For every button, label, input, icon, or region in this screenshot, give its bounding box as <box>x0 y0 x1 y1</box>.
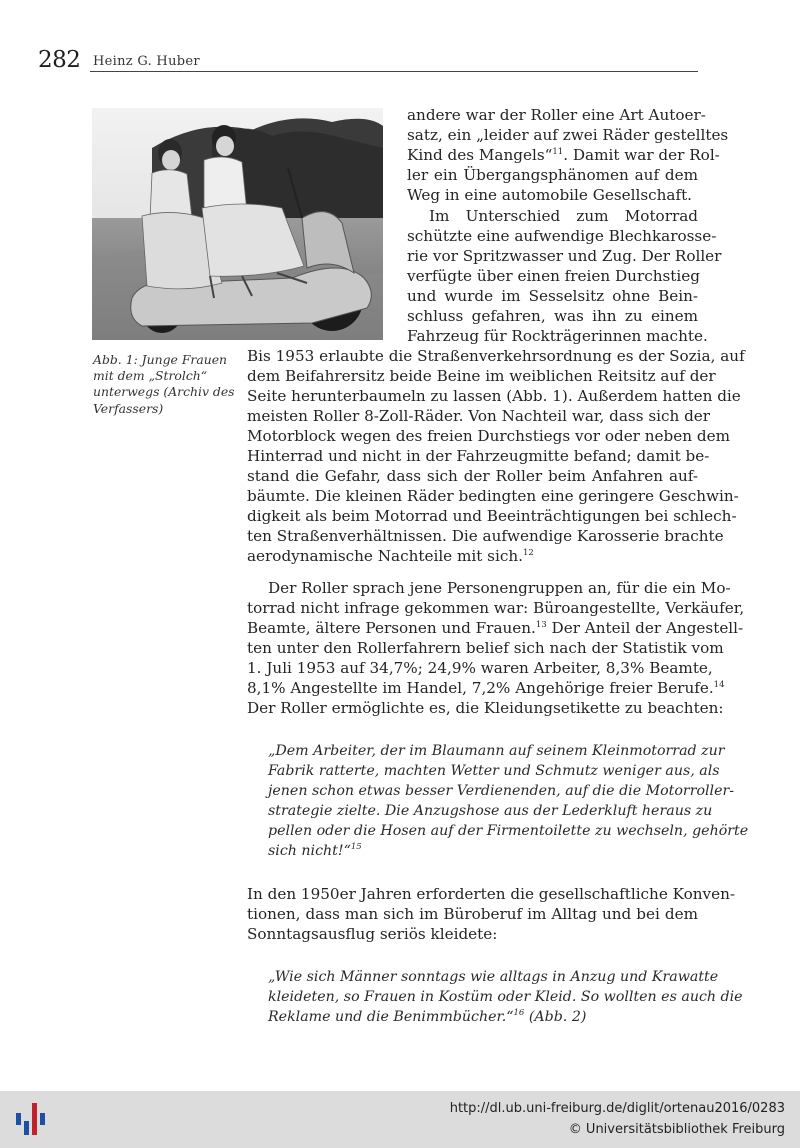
footnote-ref: 16 <box>513 1008 525 1018</box>
line-text: aerodynamische Nachteile mit sich. <box>247 547 523 565</box>
line-text: „Dem Arbeiter, der im Blaumann auf seinem Kleinmotorrad zur <box>268 743 725 759</box>
body-line <box>247 406 711 426</box>
body-line <box>247 598 745 618</box>
body-line <box>407 306 698 326</box>
line-text: dem Beifahrersitz beide Beine im weiblichen Reitsitz auf der <box>247 367 716 385</box>
line-text: Seite herunterbaumeln zu lassen (Abb. 1). Außerdem hatten die <box>247 387 741 405</box>
line-text: kleideten, so Frauen in Kostüm oder Kleid. So wollten es auch die <box>268 989 743 1005</box>
quote-line <box>268 841 698 861</box>
body-line <box>407 185 698 205</box>
footnote-ref: 11 <box>552 147 564 157</box>
body-line <box>247 346 745 366</box>
line-text: Der Roller ermöglichte es, die Kleidungsetikette zu beachten: <box>247 699 724 717</box>
body-line <box>247 924 698 944</box>
line-text: Reklame und die Benimmbücher.“ <box>268 1009 514 1025</box>
line-text: ten unter den Rollerfahrern belief sich nach der Statistik vom <box>247 639 724 657</box>
line-text-after: Der Anteil der Angestell- <box>546 619 744 637</box>
body-line <box>247 426 730 446</box>
figure-caption <box>93 352 243 417</box>
caption-line: Verfassers) <box>93 400 164 416</box>
line-text: Fabrik ratterte, machten Wetter und Schmutz weniger aus, als <box>268 763 720 779</box>
body-line <box>247 466 698 486</box>
line-text: ler ein Übergangsphänomen auf dem <box>407 166 698 184</box>
line-text: jenen schon etwas besser Verdienenden, auf die die Motorroller- <box>268 783 735 799</box>
line-text: meisten Roller 8-Zoll-Räder. Von Nachteil war, dass sich der <box>247 407 711 425</box>
footnote-ref: 14 <box>713 680 725 690</box>
body-line <box>407 286 698 306</box>
body-line <box>247 506 737 526</box>
line-text: Der Roller sprach jene Personengruppen an, für die ein Mo- <box>268 579 731 597</box>
footer-bar <box>0 1091 800 1148</box>
body-line <box>247 658 713 678</box>
line-text: rie vor Spritzwasser und Zug. Der Roller <box>407 247 722 265</box>
body-line <box>247 486 739 506</box>
quote-line <box>268 801 713 821</box>
quote-line <box>268 967 719 987</box>
caption-line: mit dem „Strolch“ <box>93 368 208 384</box>
line-text: verfügte über einen freien Durchstieg <box>407 267 700 285</box>
line-text: strategie zielte. Die Anzugshose aus der Lederkluft heraus zu <box>268 803 713 819</box>
line-text: Fahrzeug für Rockträgerinnen machte. <box>407 327 708 345</box>
line-text: „Wie sich Männer sonntags wie alltags in Anzug und Krawatte <box>268 969 719 985</box>
quote-line <box>268 761 720 781</box>
line-text: In den 1950er Jahren erforderten die gesellschaftliche Konven- <box>247 885 736 903</box>
body-line <box>247 526 724 546</box>
body-line <box>247 366 716 386</box>
body-line <box>407 246 722 266</box>
line-text-after: . Damit war der Rol- <box>563 146 720 164</box>
quote-line <box>268 1007 698 1027</box>
line-text: sich nicht!“ <box>268 843 351 859</box>
line-text: Sonntagsausflug seriös kleidete: <box>247 925 498 943</box>
body-line <box>247 386 741 406</box>
body-line <box>407 165 698 185</box>
body-line <box>247 904 698 924</box>
line-text: Im Unterschied zum Motorrad <box>429 207 698 225</box>
quote-line <box>268 987 743 1007</box>
footnote-ref: 12 <box>522 548 534 558</box>
line-text: digkeit als beim Motorrad und Beeinträchtigungen bei schlech- <box>247 507 737 525</box>
body-line <box>407 266 698 286</box>
body-line <box>247 698 724 718</box>
line-text: Hinterrad und nicht in der Fahrzeugmitte befand; damit be- <box>247 447 710 465</box>
line-text: 8,1% Angestellte im Handel, 7,2% Angehörige freier Berufe. <box>247 679 714 697</box>
line-text: Kind des Mangels“ <box>407 146 553 164</box>
line-text: andere war der Roller eine Art Autoer- <box>407 106 706 124</box>
line-text: satz, ein „leider auf zwei Räder gestelltes <box>407 126 729 144</box>
line-text: pellen oder die Hosen auf der Firmentoilette zu wechseln, gehörte <box>268 823 749 839</box>
library-logo-icon <box>12 1099 52 1139</box>
footnote-ref: 13 <box>535 620 547 630</box>
line-text: bäumte. Die kleinen Räder bedingten eine geringere Geschwin- <box>247 487 739 505</box>
quote-line <box>268 781 735 801</box>
line-text: Weg in eine automobile Gesellschaft. <box>407 186 693 204</box>
line-text: stand die Gefahr, dass sich der Roller beim Anfahren auf- <box>247 467 698 485</box>
body-line <box>247 446 710 466</box>
body-line <box>407 125 729 145</box>
header-divider <box>90 71 698 72</box>
line-text: Bis 1953 erlaubte die Straßenverkehrsordnung es der Sozia, auf <box>247 347 745 365</box>
line-text: torrad nicht infrage gekommen war: Büroangestellte, Verkäufer, <box>247 599 745 617</box>
line-text: und wurde im Sesselsitz ohne Bein- <box>407 287 698 305</box>
body-line <box>407 145 720 165</box>
body-line <box>268 578 731 598</box>
body-line <box>247 884 736 904</box>
line-text-after: (Abb. 2) <box>524 1009 587 1025</box>
body-line <box>247 678 725 698</box>
photo-women-on-scooter <box>92 108 383 340</box>
body-line <box>407 105 706 125</box>
running-header-author: Heinz G. Huber <box>93 54 200 69</box>
caption-line: Abb. 1: Junge Frauen <box>93 352 228 367</box>
line-text: tionen, dass man sich im Büroberuf im Alltag und bei dem <box>247 905 698 923</box>
line-text: schützte eine aufwendige Blechkarosse- <box>407 227 717 245</box>
line-text: Beamte, ältere Personen und Frauen. <box>247 619 536 637</box>
source-url-link[interactable]: http://dl.ub.uni-freiburg.de/diglit/ortenau2016/0283 <box>449 1101 785 1116</box>
line-text: 1. Juli 1953 auf 34,7%; 24,9% waren Arbeiter, 8,3% Beamte, <box>247 659 713 677</box>
page-number: 282 <box>38 47 81 73</box>
quote-line <box>268 821 749 841</box>
body-line <box>247 546 698 566</box>
line-text: schluss gefahren, was ihn zu einem <box>407 307 698 325</box>
caption-line: unterwegs (Archiv des <box>93 384 235 400</box>
line-text: Motorblock wegen des freien Durchstiegs vor oder neben dem <box>247 427 730 445</box>
body-line <box>247 618 744 638</box>
body-line <box>407 326 708 346</box>
body-line <box>247 638 724 658</box>
quote-line <box>268 741 725 761</box>
line-text: ten Straßenverhältnissen. Die aufwendige Karosserie brachte <box>247 527 724 545</box>
body-line <box>429 206 698 226</box>
body-line <box>407 226 717 246</box>
copyright-notice: © Universitätsbibliothek Freiburg <box>568 1122 785 1137</box>
footnote-ref: 15 <box>350 842 362 852</box>
